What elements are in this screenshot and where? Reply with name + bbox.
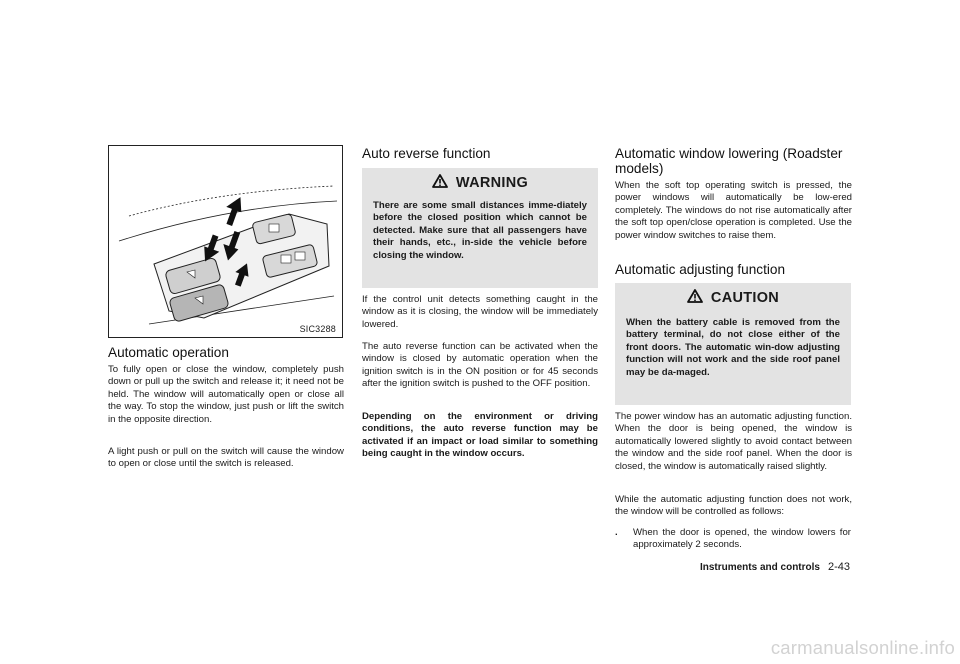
adjusting-function-paragraph-2: While the automatic adjusting function does not work, the window will be controlled as follows: bbox=[615, 494, 852, 518]
automatic-operation-paragraph-1: To fully open or close the window, completely push down or pull up the switch and release it; it need not be held. The window will automatically open or close all the way. To stop the window, just push or lift the switch in the opposite direction. bbox=[108, 364, 344, 425]
heading-automatic-window-lowering: Automatic window lowering (Roadster models) bbox=[615, 146, 843, 176]
warning-text: There are some small distances imme-diately before the closed position which cannot be detected. Make sure that all passengers have their hands, etc., in-side the vehicle before closing the window. bbox=[373, 200, 587, 261]
window-switch-illustration bbox=[109, 146, 344, 339]
warning-box bbox=[362, 168, 598, 288]
warning-title: WARNING bbox=[455, 175, 529, 191]
auto-reverse-paragraph-3: Depending on the environment or driving conditions, the auto reverse function may be activated if an impact or load similar to something being caught in the window occurs. bbox=[362, 411, 598, 460]
caution-header bbox=[615, 289, 851, 306]
page-footer bbox=[680, 561, 850, 573]
auto-reverse-paragraph-1: If the control unit detects something caught in the window as it is closing, the window will be immediately lowered. bbox=[362, 294, 598, 330]
caution-title: CAUTION bbox=[710, 290, 780, 306]
warning-triangle-icon bbox=[432, 174, 448, 188]
caution-box bbox=[615, 283, 851, 405]
adjusting-function-paragraph-1: The power window has an automatic adjusting function. When the door is being opened, the window is automatically lowered slightly to avoid contact between the window and the side roof panel. When the door is closed, the window is automatically raised slightly. bbox=[615, 411, 852, 472]
warning-header bbox=[362, 174, 598, 191]
caution-triangle-icon bbox=[687, 289, 703, 303]
footer-section-title: Instruments and controls bbox=[699, 562, 820, 573]
page-number: 2-43 bbox=[827, 561, 850, 573]
bullet-marker: . bbox=[615, 527, 618, 538]
list-item bbox=[615, 527, 852, 553]
window-lowering-paragraph: When the soft top operating switch is pressed, the power windows will automatically be low-ered completely. The windows do not rise automatically after the soft top open/close operation is completed. Use the power window switches to raise them. bbox=[615, 180, 852, 241]
heading-auto-reverse: Auto reverse function bbox=[362, 146, 491, 161]
heading-automatic-adjusting: Automatic adjusting function bbox=[615, 262, 786, 277]
bullet-text: When the door is opened, the window lowers for approximately 2 seconds. bbox=[633, 527, 851, 551]
heading-automatic-operation: Automatic operation bbox=[108, 345, 229, 360]
caution-text: When the battery cable is removed from the battery terminal, do not close either of the front doors. The automatic win-dow adjusting function will not work and the side roof panel may be da-maged. bbox=[626, 317, 840, 378]
window-switch-figure bbox=[108, 145, 343, 338]
figure-id-label: SIC3288 bbox=[299, 324, 336, 334]
auto-reverse-paragraph-2: The auto reverse function can be activated when the window is closed by automatic operation when the ignition switch is in the ON position or for 45 seconds after the ignition switch is pushed to the OFF position. bbox=[362, 341, 598, 390]
automatic-operation-paragraph-2: A light push or pull on the switch will cause the window to open or close until the switch is released. bbox=[108, 446, 344, 470]
watermark-text: carmanualsonline.info bbox=[770, 637, 955, 658]
